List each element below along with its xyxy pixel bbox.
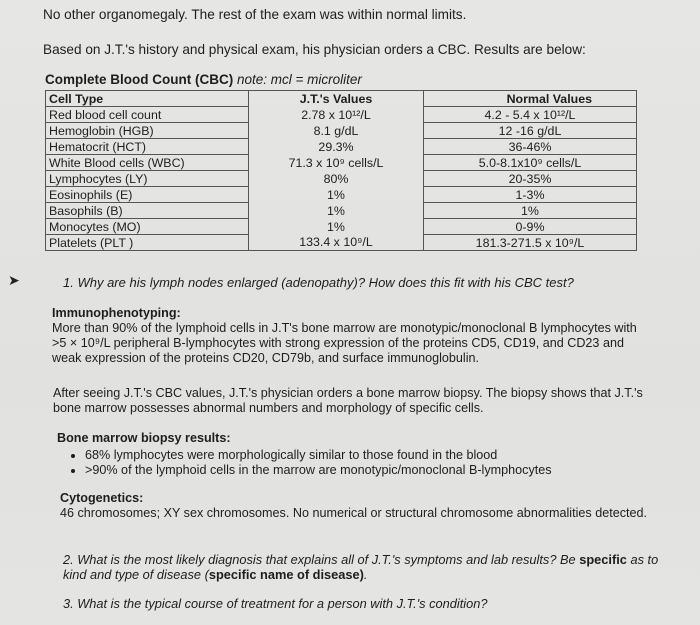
normal-value-cell: 12 -16 g/dL [424, 123, 637, 139]
normal-value-cell: 5.0-8.1x10⁹ cells/L [424, 155, 637, 171]
intro-line-2: Based on J.T.'s history and physical exam, his physician orders a CBC. Results are below: [43, 42, 586, 57]
cell-type-cell: Basophils (B) [46, 203, 249, 219]
cell-type-cell: Lymphocytes (LY) [46, 171, 249, 187]
biopsy-paragraph: After seeing J.T.'s CBC values, J.T.'s physician orders a bone marrow biopsy. The biopsy shows that J.T.'s bone marrow possesses abnormal numbers and morphology of specific cells. [53, 386, 643, 415]
header-cell-type: Cell Type [46, 91, 249, 107]
jt-value-cell: 1% [249, 187, 424, 203]
jt-value-cell: 8.1 g/dL [249, 123, 424, 139]
cell-type-cell: Hematocrit (HCT) [46, 139, 249, 155]
normal-value-cell: 0-9% [424, 219, 637, 235]
list-item: • >90% of the lymphoid cells in the marrow are monotypic/monoclonal B-lymphocytes [85, 463, 657, 478]
q2-part1: 2. What is the most likely diagnosis that explains all of J.T.'s symptoms and lab results? [63, 552, 561, 567]
normal-value-cell: 1-3% [424, 187, 637, 203]
normal-value-cell: 4.2 - 5.4 x 10¹²/L [424, 107, 637, 123]
table-row [46, 171, 637, 187]
header-normal-values: Normal Values [424, 91, 637, 107]
cell-type-cell: Platelets (PLT ) [46, 235, 249, 251]
jt-value-cell: 133.4 x 10⁹/L [249, 235, 424, 251]
table-row [46, 155, 637, 171]
header-jt-values: J.T.'s Values [249, 91, 424, 107]
q2-bold-disease-name: specific name of disease) [208, 567, 364, 582]
jt-value-cell: 71.3 x 10⁹ cells/L [249, 155, 424, 171]
cbc-title [45, 72, 362, 87]
question-2 [63, 552, 663, 582]
jt-value-cell: 2.78 x 10¹²/L [249, 107, 424, 123]
cbc-title-note: note: mcl = microliter [233, 72, 362, 87]
table-row [46, 219, 637, 235]
cell-type-cell: Eosinophils (E) [46, 187, 249, 203]
table-row [46, 235, 637, 251]
table-row [46, 187, 637, 203]
jt-value-cell: 80% [249, 171, 424, 187]
bone-marrow-section [57, 431, 657, 478]
cell-type-cell: Red blood cell count [46, 107, 249, 123]
question-1: 1. Why are his lymph nodes enlarged (adenopathy)? How does this fit with his CBC test? [63, 275, 574, 290]
table-row [46, 107, 637, 123]
jt-value-cell: 29.3% [249, 139, 424, 155]
normal-value-cell: 36-46% [424, 139, 637, 155]
cytogenetics-section [60, 491, 660, 521]
q2-bold-specific: specific [579, 552, 627, 567]
jt-value-cell: 1% [249, 219, 424, 235]
q2-part4: . [363, 567, 368, 582]
q2-part2: Be [560, 552, 580, 567]
cell-type-cell: Hemoglobin (HGB) [46, 123, 249, 139]
table-row [46, 203, 637, 219]
normal-value-cell: 20-35% [424, 171, 637, 187]
cell-type-cell: White Blood cells (WBC) [46, 155, 249, 171]
normal-value-cell: 1% [424, 203, 637, 219]
list-item: • 68% lymphocytes were morphologically similar to those found in the blood [85, 448, 657, 463]
cbc-header-row [46, 91, 637, 107]
cbc-title-bold: Complete Blood Count (CBC) [45, 72, 234, 87]
cbc-table [45, 90, 637, 251]
intro-line-1: No other organomegaly. The rest of the exam was within normal limits. [43, 7, 467, 22]
table-row [46, 123, 637, 139]
cursor-arrow-icon: ➤ [8, 272, 20, 288]
immunophenotyping-section [52, 306, 652, 366]
normal-value-cell: 181.3-271.5 x 10⁹/L [424, 235, 637, 251]
bone-marrow-list [57, 448, 657, 478]
immunophenotyping-title: Immunophenotyping: [52, 306, 181, 320]
cytogenetics-title: Cytogenetics: [60, 491, 144, 505]
immunophenotyping-text: More than 90% of the lymphoid cells in J.T's bone marrow are monotypic/monoclonal B lymphocytes with >5 × 10⁹/L peripheral B-lymphocytes with strong expression of the proteins CD5, CD19, and CD23 and weak expression of the proteins CD20, CD79b, and surface immunoglobulin. [52, 321, 637, 365]
cell-type-cell: Monocytes (MO) [46, 219, 249, 235]
table-row [46, 139, 637, 155]
question-3: 3. What is the typical course of treatment for a person with J.T.'s condition? [63, 596, 488, 611]
q2-part3: as to kind and type of disease ( [63, 552, 659, 582]
cytogenetics-text: 46 chromosomes; XY sex chromosomes. No numerical or structural chromosome abnormalities detected. [60, 506, 648, 520]
bone-marrow-title: Bone marrow biopsy results: [57, 431, 231, 445]
jt-value-cell: 1% [249, 203, 424, 219]
